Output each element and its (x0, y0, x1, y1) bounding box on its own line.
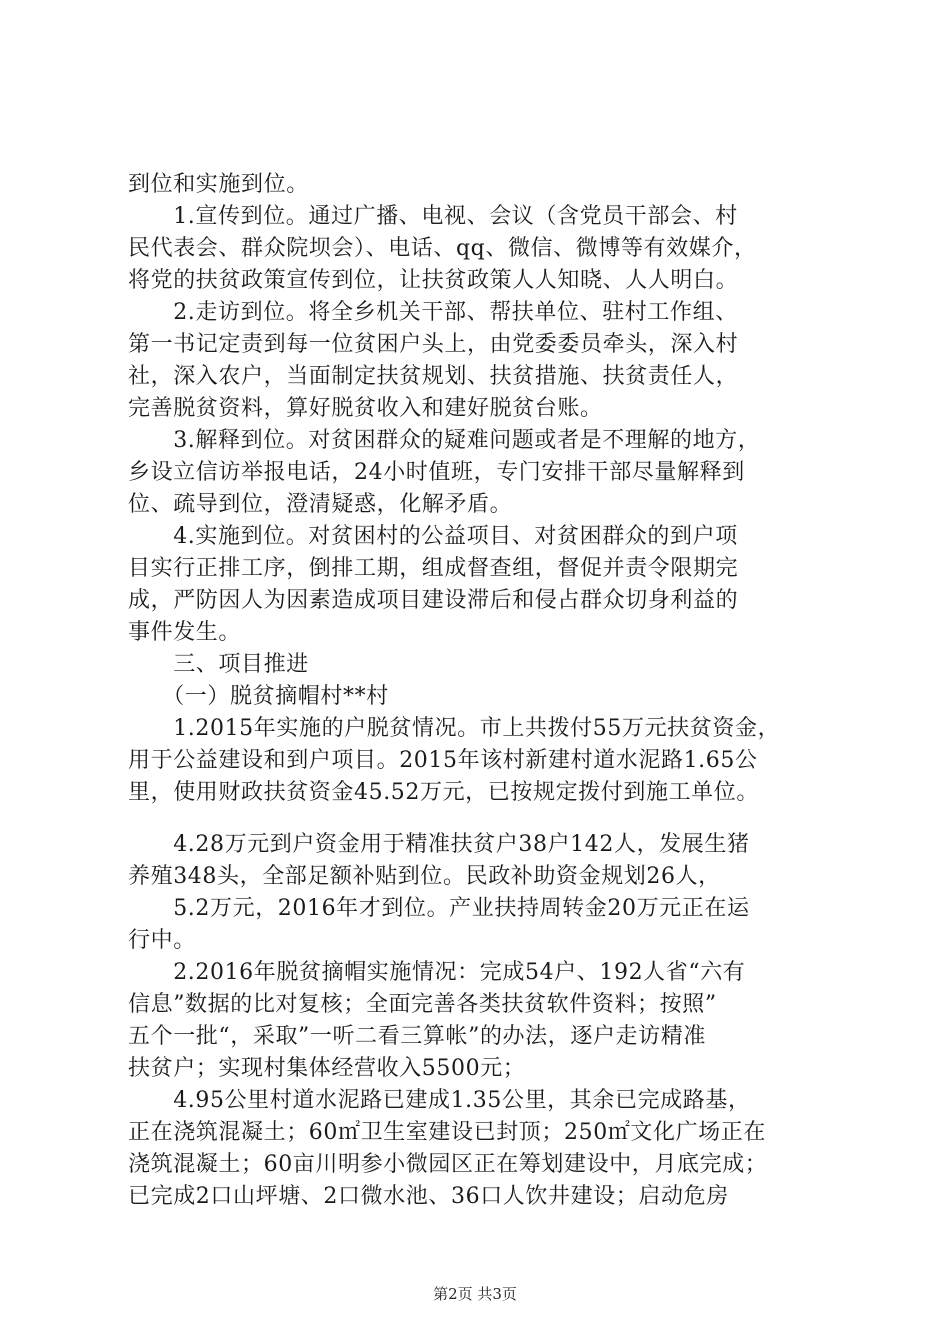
text-line: 将党的扶贫政策宣传到位，让扶贫政策人人知晓、人人明白。 (128, 268, 739, 293)
text-line: 到位和实施到位。 (128, 172, 309, 197)
text-line: 社，深入农户，当面制定扶贫规划、扶贫措施、扶贫责任人， (128, 364, 739, 389)
section-heading: 三、项目推进 (128, 652, 309, 677)
text-line: 用于公益建设和到户项目。2015年该村新建村道水泥路1.65公 (128, 748, 758, 773)
text-line: 事件发生。 (128, 620, 242, 645)
text-line: 4.实施到位。对贫困村的公益项目、对贫困群众的到户项 (128, 524, 738, 549)
text-line: 五个一批“，采取”一听二看三算帐”的办法，逐户走访精准 (128, 1024, 706, 1049)
text-line: 正在浇筑混凝土；60㎡卫生室建设已封顶；250㎡文化广场正在 (128, 1120, 766, 1145)
text-line: 位、疏导到位，澄清疑惑，化解矛盾。 (128, 492, 513, 517)
text-line: 里，使用财政扶贫资金45.52万元，已按规定拨付到施工单位。 (128, 780, 759, 805)
text-line: 信息”数据的比对复核；全面完善各类扶贫软件资料；按照” (128, 992, 717, 1017)
text-line: 3.解释到位。对贫困群众的疑难问题或者是不理解的地方， (128, 428, 761, 453)
text-line: 1.2015年实施的户脱贫情况。市上共拨付55万元扶贫资金， (128, 716, 781, 741)
text-line: 成，严防因人为因素造成项目建设滞后和侵占群众切身利益的 (128, 588, 739, 613)
text-line: 4.28万元到户资金用于精准扶贫户38户142人，发展生猪 (128, 832, 750, 857)
text-line: 乡设立信访举报电话，24小时值班，专门安排干部尽量解释到 (128, 460, 745, 485)
text-line: 5.2万元，2016年才到位。产业扶持周转金20万元正在运 (128, 896, 750, 921)
text-line: 浇筑混凝土；60亩川明参小微园区正在筹划建设中，月底完成； (128, 1152, 768, 1177)
text-line: 扶贫户；实现村集体经营收入5500元； (128, 1056, 526, 1081)
text-line: 4.95公里村道水泥路已建成1.35公里，其余已完成路基， (128, 1088, 751, 1113)
text-line: 行中。 (128, 928, 196, 953)
text-line: 已完成2口山坪塘、2口微水池、36口人饮井建设；启动危房 (128, 1184, 729, 1209)
text-line: 1.宣传到位。通过广播、电视、会议（含党员干部会、村 (128, 204, 738, 229)
text-line: 完善脱贫资料，算好脱贫收入和建好脱贫台账。 (128, 396, 603, 421)
text-line: 民代表会、群众院坝会）、电话、qq、微信、微博等有效媒介， (128, 236, 757, 261)
text-line: 第一书记定责到每一位贫困户头上，由党委委员牵头，深入村 (128, 332, 739, 357)
text-line: 养殖348头，全部足额补贴到位。民政补助资金规划26人， (128, 864, 721, 889)
subsection-heading: （一）脱贫摘帽村**村 (128, 684, 389, 709)
page-number-footer: 第2页 共3页 (433, 1285, 517, 1303)
text-line: 2.2016年脱贫摘帽实施情况：完成54户、192人省“六有 (128, 960, 746, 985)
text-line: 2.走访到位。将全乡机关干部、帮扶单位、驻村工作组、 (128, 300, 738, 325)
text-line: 目实行正排工序，倒排工期，组成督查组，督促并责令限期完 (128, 556, 739, 581)
